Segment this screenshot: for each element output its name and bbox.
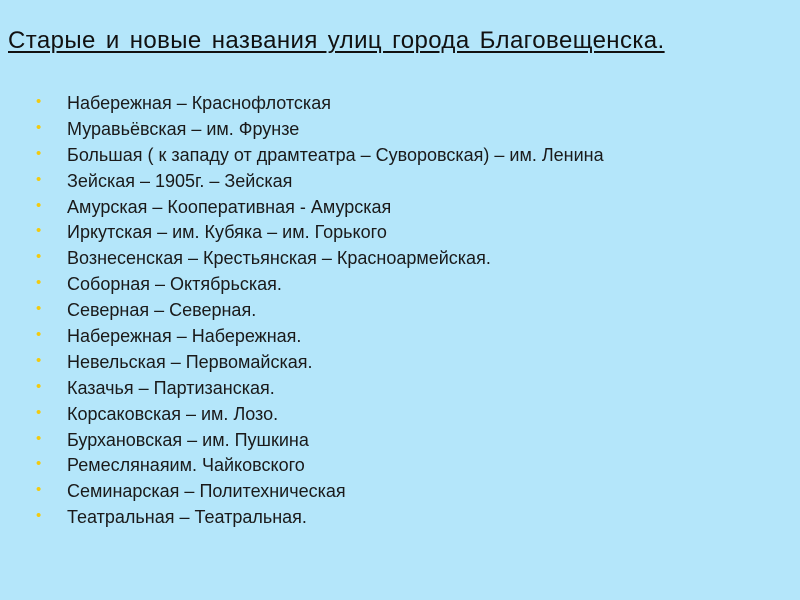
list-item-text: Северная – Северная. — [67, 300, 257, 321]
bullet-icon: • — [36, 170, 42, 188]
bullet-icon: • — [36, 403, 42, 421]
list-item-text: Большая ( к западу от драмтеатра – Суворовская) – им. Ленина — [67, 144, 604, 165]
bullet-icon: • — [36, 455, 42, 473]
list-item-text: Казачья – Партизанская. — [67, 377, 275, 398]
bullet-icon: • — [36, 377, 42, 395]
bullet-icon: • — [36, 222, 42, 240]
list-item-text: Ремеслянаяим. Чайковского — [67, 455, 305, 476]
bullet-icon: • — [36, 351, 42, 369]
list-item-text: Театральная – Театральная. — [67, 507, 307, 528]
bullet-icon: • — [36, 274, 42, 292]
bullet-icon: • — [36, 300, 42, 318]
list-item-text: Бурхановская – им. Пушкина — [67, 429, 309, 450]
list-item-text: Иркутская – им. Кубяка – им. Горького — [67, 222, 387, 243]
bullet-icon: • — [36, 144, 42, 162]
list-item-text: Набережная – Краснофлотская — [67, 93, 331, 113]
list-item-text: Муравьёвская – им. Фрунзе — [67, 118, 300, 139]
list-item-text: Соборная – Октябрьская. — [67, 274, 282, 295]
list-item-text: Набережная – Набережная. — [67, 326, 302, 347]
bullet-icon: • — [36, 118, 42, 136]
list-item-text: Амурская – Кооперативная - Амурская — [67, 196, 392, 217]
bullet-icon: • — [36, 93, 42, 110]
bullet-icon: • — [36, 481, 42, 499]
bullet-icon: • — [36, 429, 42, 447]
bullet-icon: • — [36, 196, 42, 214]
list-item-text: Зейская – 1905г. – Зейская — [67, 170, 293, 191]
slide-title: Старые и новые названия улиц города Благовещенска. — [8, 27, 665, 54]
list-item-text: Вознесенская – Крестьянская – Красноармейская. — [67, 248, 491, 269]
bullet-icon: • — [36, 507, 42, 525]
bullet-icon: • — [36, 248, 42, 266]
list-item-text: Корсаковская – им. Лозо. — [67, 403, 279, 424]
bullet-icon: • — [36, 326, 42, 344]
list-item-text: Семинарская – Политехническая — [67, 481, 346, 502]
list-item-text: Невельская – Первомайская. — [67, 351, 313, 372]
